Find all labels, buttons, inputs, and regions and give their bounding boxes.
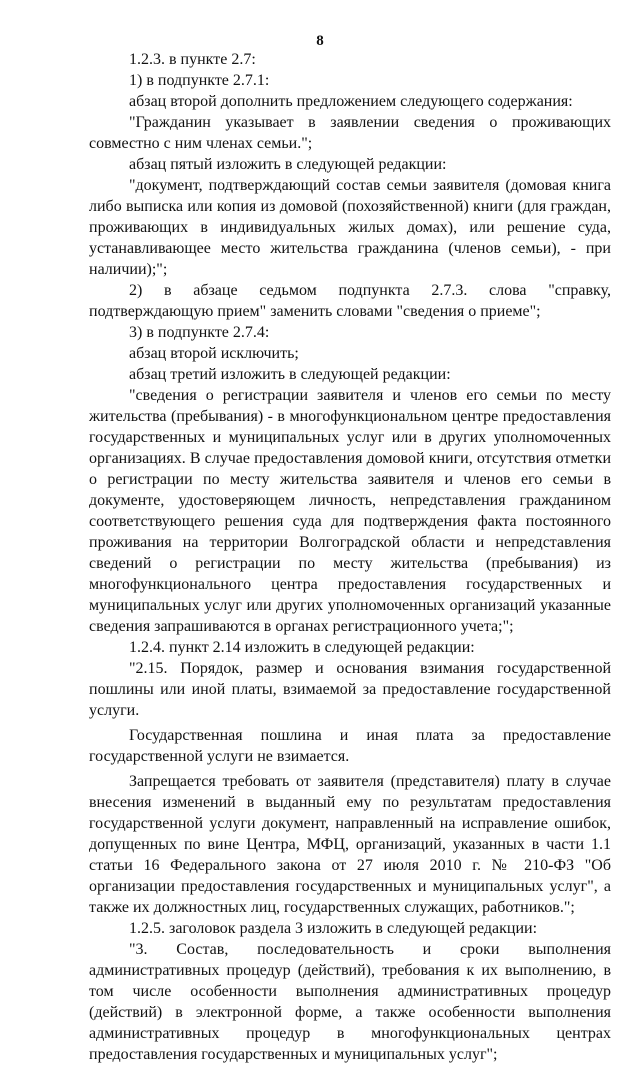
paragraph-second-abzac-exclude: абзац второй исключить; <box>129 345 299 362</box>
paragraph-fee-not-charged: Государственная пошлина и иная плата за предоставление государственной услуги не взимается. <box>89 727 611 765</box>
paragraph-quote-family-document: "документ, подтверждающий состав семьи заявителя (домовая книга либо выписка или копия из домовой (похозяйственной) книги (для граждан, проживающих в индивидуальных жилых домах), или решение суда, устанавливающее место жительства гражданина (членов семьи), - при наличии);"; <box>89 177 611 278</box>
paragraph-1-2-4: 1.2.4. пункт 2.14 изложить в следующей редакции: <box>129 639 475 656</box>
paragraph-quote-section-3: "3. Состав, последовательность и сроки выполнения административных процедур (действий), требования к их выполнению, в том числе особенности выполнения административных процедур (действий) в электронной форме, а также особенности выполнения административных процедур в многофункциональных центрах предоставления государственных и муниципальных услуг"; <box>89 941 611 1063</box>
paragraph-prohibition: Запрещается требовать от заявителя (представителя) плату в случае внесения изменений в выданный ему по результатам предоставления государственной услуги документ, направленный на исправление ошибок, допущенных по вине Центра, МФЦ, организаций, указанных в части 1.1 статьи 16 Федерального закона от 27 июля 2010 г. № 210-ФЗ "Об организации предоставления государственных и муниципальных услуг", а также их должностных лиц, государственных служащих, работников."; <box>89 773 611 916</box>
paragraph-quote-family-members: "Гражданин указывает в заявлении сведения о проживающих совместно с ним членах семьи."; <box>89 114 611 152</box>
paragraph-third-abzac: абзац третий изложить в следующей редакции: <box>129 366 451 383</box>
paragraph-quote-registration: "сведения о регистрации заявителя и членов его семьи по месту жительства (пребывания) - в многофункциональном центре предоставления государственных и муниципальных услуг или в других уполномоченных организациях. В случае предоставления домовой книги, отсутствия отметки о регистрации по месту жительства заявителя и членов его семьи в документе, удостоверяющем личность, непредставления гражданином соответствующего решения суда для подтверждения факта постоянного проживания на территории Волгоградской области и непредставления сведений о регистрации по месту жительства (пребывания) из многофункционального центра предоставления государственных и муниципальных услуг или других уполномоченных организаций указанные сведения запрашиваются в органах регистрационного учета;"; <box>89 387 611 635</box>
page-number: 8 <box>316 33 324 49</box>
paragraph-subitem-2-7-3: 2) в абзаце седьмом подпункта 2.7.3. слова "справку, подтверждающую прием" заменить словами "сведения о приеме"; <box>89 282 611 320</box>
paragraph-fifth-abzac: абзац пятый изложить в следующей редакции: <box>129 156 447 173</box>
paragraph-quote-2-15: "2.15. Порядок, размер и основания взимания государственной пошлины или иной платы, взимаемой за предоставление государственной услуги. <box>89 660 611 719</box>
paragraph-1-2-5: 1.2.5. заголовок раздела 3 изложить в следующей редакции: <box>129 920 538 937</box>
paragraph-subitem-2-7-4: 3) в подпункте 2.7.4: <box>129 324 270 341</box>
paragraph-second-abzac: абзац второй дополнить предложением следующего содержания: <box>129 93 573 110</box>
document-body <box>89 49 611 1065</box>
paragraph-1-2-3: 1.2.3. в пункте 2.7: <box>129 51 256 68</box>
paragraph-subitem-2-7-1: 1) в подпункте 2.7.1: <box>129 72 270 89</box>
